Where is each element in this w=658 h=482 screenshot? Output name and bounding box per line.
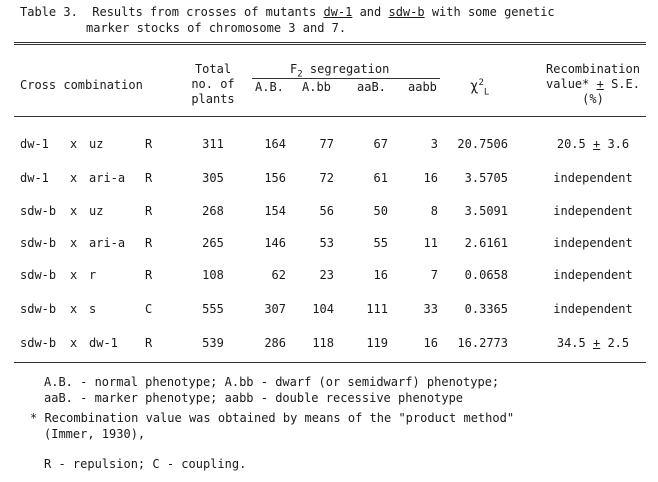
- independent-label: independent: [553, 204, 633, 218]
- header-ab: A.B.: [255, 80, 284, 94]
- cell-total: 108: [202, 268, 224, 282]
- cell-aab: 61: [373, 171, 388, 185]
- cell-total: 268: [202, 204, 224, 218]
- caption-and: and: [352, 5, 389, 19]
- cell-ab: 156: [264, 171, 286, 185]
- cell-marker: dw-1: [89, 336, 118, 350]
- table-caption: [20, 4, 555, 36]
- mutant-dw1: dw-1: [323, 5, 353, 19]
- cell-marker: uz: [89, 137, 104, 151]
- cell-aab: 55: [373, 236, 388, 250]
- cell-chi-square: 0.3365: [464, 302, 508, 316]
- cell-aabb: 7: [430, 268, 438, 282]
- cell-phase: R: [145, 236, 153, 250]
- cell-total: 265: [202, 236, 224, 250]
- cell-parent: sdw-b: [20, 236, 57, 250]
- cell-phase: R: [145, 204, 153, 218]
- cell-abb: 72: [319, 171, 334, 185]
- cell-aabb: 11: [423, 236, 438, 250]
- table-row: [0, 302, 658, 322]
- cell-total: 311: [202, 137, 224, 151]
- cell-aab: 50: [373, 204, 388, 218]
- cell-cross-x: x: [70, 204, 78, 218]
- table-row: [0, 236, 658, 256]
- cell-aabb: 3: [430, 137, 438, 151]
- header-f2-segregation: $F_2$ segregation: [290, 62, 390, 80]
- mutant-sdwb: sdw-b: [388, 5, 425, 19]
- cell-chi-square: 3.5705: [464, 171, 508, 185]
- cell-phase: R: [145, 171, 153, 185]
- cell-cross-x: x: [70, 236, 78, 250]
- recombination-value: 34.5: [556, 336, 586, 350]
- cell-aab: 67: [373, 137, 388, 151]
- plus-minus-sign: +: [592, 336, 601, 350]
- cell-recombination: [532, 302, 654, 316]
- cell-abb: 104: [312, 302, 334, 316]
- independent-label: independent: [553, 268, 633, 282]
- f2-underline: [252, 78, 440, 79]
- cell-chi-square: 3.5091: [464, 204, 508, 218]
- cell-cross-x: x: [70, 137, 78, 151]
- footnote-star: * Recombination value was obtained by means of the "product method" (Immer, 1930),: [30, 411, 515, 441]
- cell-chi-square: 2.6161: [464, 236, 508, 250]
- cell-parent: sdw-b: [20, 336, 57, 350]
- header-aabb: aabb: [408, 80, 437, 94]
- cell-abb: 77: [319, 137, 334, 151]
- cell-ab: 154: [264, 204, 286, 218]
- cell-aabb: 16: [423, 336, 438, 350]
- cell-abb: 56: [319, 204, 334, 218]
- bottom-rule: [14, 362, 646, 363]
- cell-phase: R: [145, 137, 153, 151]
- independent-label: independent: [553, 236, 633, 250]
- caption-text: Results from crosses of mutants: [92, 5, 324, 19]
- recombination-value: 20.5: [556, 137, 586, 151]
- cell-ab: 307: [264, 302, 286, 316]
- cell-aab: 119: [366, 336, 388, 350]
- cell-phase: R: [145, 268, 153, 282]
- cell-marker: ari-a: [89, 236, 126, 250]
- cell-phase: R: [145, 336, 153, 350]
- cell-phase: C: [145, 302, 153, 316]
- cell-recombination: [532, 236, 654, 250]
- cell-parent: dw-1: [20, 171, 49, 185]
- cell-cross-x: x: [70, 302, 78, 316]
- cell-parent: sdw-b: [20, 204, 57, 218]
- cell-aab: 111: [366, 302, 388, 316]
- cell-aabb: 16: [423, 171, 438, 185]
- plus-minus-sign: +: [592, 137, 601, 151]
- header-recombination: Recombination value* + S.E. (%): [546, 62, 640, 106]
- table-row: [0, 204, 658, 224]
- cell-abb: 118: [312, 336, 334, 350]
- top-rule: [14, 42, 646, 45]
- cell-recombination: [532, 268, 654, 282]
- cell-recombination: [532, 137, 654, 151]
- header-aab: aaB.: [357, 80, 386, 94]
- cell-cross-x: x: [70, 171, 78, 185]
- header-abb: A.bb: [302, 80, 331, 94]
- cell-marker: uz: [89, 204, 104, 218]
- cell-aabb: 33: [423, 302, 438, 316]
- cell-aab: 16: [373, 268, 388, 282]
- cell-cross-x: x: [70, 268, 78, 282]
- caption-line-2: marker stocks of chromosome 3 and 7.: [86, 21, 347, 35]
- cell-chi-square: 0.0658: [464, 268, 508, 282]
- cell-abb: 23: [319, 268, 334, 282]
- cell-chi-square: 20.7506: [457, 137, 508, 151]
- cell-parent: dw-1: [20, 137, 49, 151]
- header-chi-square: $\chi^2_L$: [470, 78, 490, 98]
- table-row: [0, 137, 658, 157]
- independent-label: independent: [553, 171, 633, 185]
- cell-ab: 286: [264, 336, 286, 350]
- footnote-phase: R - repulsion; C - coupling.: [44, 457, 247, 471]
- cell-abb: 53: [319, 236, 334, 250]
- cell-marker: s: [89, 302, 97, 316]
- table-label: Table 3.: [20, 5, 78, 19]
- cell-marker: ari-a: [89, 171, 126, 185]
- footnote-legend: A.B. - normal phenotype; A.bb - dwarf (or semidwarf) phenotype; aaB. - marker phenotype; aabb - double recessive phenotype: [44, 375, 500, 405]
- cell-parent: sdw-b: [20, 268, 57, 282]
- cell-aabb: 8: [430, 204, 438, 218]
- caption-line-1: [20, 4, 555, 20]
- table-row: [0, 268, 658, 288]
- cell-total: 555: [202, 302, 224, 316]
- standard-error: 3.6: [607, 137, 630, 151]
- cell-total: 305: [202, 171, 224, 185]
- independent-label: independent: [553, 302, 633, 316]
- cell-recombination: [532, 171, 654, 185]
- cell-parent: sdw-b: [20, 302, 57, 316]
- cell-recombination: [532, 204, 654, 218]
- header-total: Total no. of plants: [191, 62, 235, 106]
- header-rule: [14, 116, 646, 117]
- cell-total: 539: [202, 336, 224, 350]
- cell-ab: 146: [264, 236, 286, 250]
- cell-ab: 164: [264, 137, 286, 151]
- table-row: [0, 336, 658, 356]
- cell-marker: r: [89, 268, 97, 282]
- caption-text-end: with some genetic: [424, 5, 555, 19]
- header-cross-combination: Cross combination: [20, 78, 143, 92]
- cell-recombination: [532, 336, 654, 350]
- cell-cross-x: x: [70, 336, 78, 350]
- table-row: [0, 171, 658, 191]
- standard-error: 2.5: [607, 336, 630, 350]
- cell-chi-square: 16.2773: [457, 336, 508, 350]
- cell-ab: 62: [271, 268, 286, 282]
